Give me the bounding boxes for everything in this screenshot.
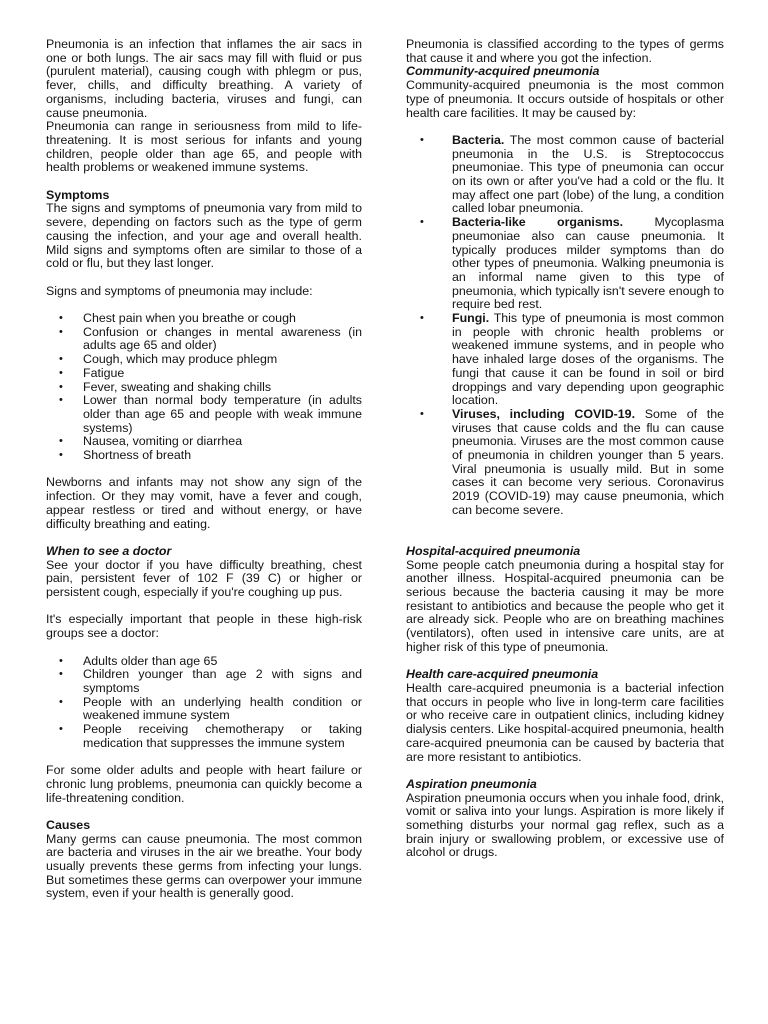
bullet-icon: • (59, 312, 63, 325)
bullet-icon: • (420, 312, 424, 325)
community-heading: Community-acquired pneumonia (406, 64, 600, 79)
list-item: • Chest pain when you breathe or cough (59, 311, 296, 326)
bullet-icon: • (59, 668, 63, 681)
list-item: • Lower than normal body temperature (in adults older than age 65 and people with weak immune systems) (59, 393, 362, 435)
list-item: • Shortness of breath (59, 448, 192, 463)
bullet-icon: • (420, 216, 424, 229)
doctor-paragraph-3: For some older adults and people with heart failure or chronic lung problems, pneumonia can quickly become a life-threatening condition. (46, 763, 362, 805)
bullet-icon: • (59, 380, 63, 393)
intro-paragraph-2: Pneumonia can range in seriousness from mild to life-threatening. It is most serious for infants and young children, people older than age 65, and people with health problems or weakened immune systems. (46, 119, 362, 175)
bullet-icon: • (59, 695, 63, 708)
bullet-icon: • (59, 366, 63, 379)
bullet-icon: • (59, 353, 63, 366)
list-item: • Viruses, including COVID-19. Some of the viruses that cause colds and the flu can cause pneumonia. Viruses are the most common cause of pneumonia in children younger than 5 years. Viral pneumonia is usually mild. But in some cases it can become very serious. Coronavirus 2019 (COVID-19) may cause pneumonia, which can become severe. (420, 406, 724, 517)
hospital-paragraph-1: Some people catch pneumonia during a hospital stay for another illness. Hospital-acquired pneumonia can be serious because the bacteria causing it may be more resistant to antibiotics and because the people who get it are already sick. People who are on breathing machines (ventilators), often used in intensive care units, are at higher risk of this type of pneumonia. (406, 557, 724, 654)
bullet-icon: • (59, 325, 63, 338)
bullet-icon: • (420, 407, 424, 420)
classification-intro: Pneumonia is classified according to the types of germs that cause it and where you got the infection. (406, 37, 724, 65)
list-item: • Cough, which may produce phlegm (59, 352, 278, 367)
left-column (46, 38, 362, 901)
causes-paragraph-1: Many germs can cause pneumonia. The most common are bacteria and viruses in the air we breathe. Your body usually prevents these germs from infecting your lungs. But sometimes these germs can overpower your immune system, even if your health is generally good. (46, 831, 362, 901)
list-item: • Bacteria-like organisms. Mycoplasma pneumoniae also can cause pneumonia. It typically produces milder symptoms than do other types of pneumonia. Walking pneumonia is an informal name given to this type of pneumonia, which typically isn't severe enough to require bed rest. (420, 215, 724, 312)
symptoms-paragraph-3: Newborns and infants may not show any sign of the infection. Or they may vomit, have a fever and cough, appear restless or tired and without energy, or have difficulty breathing and eating. (46, 475, 362, 531)
list-item: • Adults older than age 65 (59, 653, 218, 668)
doctor-paragraph-1: See your doctor if you have difficulty breathing, chest pain, persistent fever of 102 F (39 C) or higher or persistent cough, especially if you're coughing up pus. (46, 557, 362, 600)
bullet-icon: • (59, 435, 63, 448)
bullet-icon: • (59, 394, 63, 407)
list-item: • Confusion or changes in mental awareness (in adults age 65 and older) (59, 324, 362, 353)
healthcare-heading: Health care-acquired pneumonia (406, 667, 599, 682)
intro-paragraph-1: Pneumonia is an infection that inflames the air sacs in one or both lungs. The air sacs may fill with fluid or pus (purulent material), causing cough with phlegm or pus, fever, chills, and difficulty breathing. A variety of organisms, including bacteria, viruses and fungi, can cause pneumonia. (46, 37, 362, 120)
bullet-icon: • (59, 654, 63, 667)
community-paragraph-1: Community-acquired pneumonia is the most common type of pneumonia. It occurs outside of hospitals or other health care facilities. It may be caused by: (406, 78, 724, 120)
aspiration-paragraph-1: Aspiration pneumonia occurs when you inhale food, drink, vomit or saliva into your lungs. Aspiration is more likely if something disturbs your normal gag reflex, such as a brain injury or swallowing problem, or excessive use of alcohol or drugs. (406, 790, 724, 860)
list-item: • People receiving chemotherapy or taking medication that suppresses the immune system (59, 722, 362, 750)
bullet-icon: • (59, 449, 63, 462)
bullet-icon: • (59, 723, 63, 736)
list-item: • Bacteria. The most common cause of bacterial pneumonia in the U.S. is Streptococcus pneumoniae. This type of pneumonia can occur on its own or after you've had a cold or the flu. It may affect one part (lobe) of the lung, a condition called lobar pneumonia. (420, 132, 724, 216)
risk-groups-list (46, 655, 362, 751)
list-item: • People with an underlying health condition or weakened immune system (59, 694, 362, 723)
hospital-heading: Hospital-acquired pneumonia (406, 543, 581, 558)
list-item: • Children younger than age 2 with signs and symptoms (59, 667, 362, 695)
doctor-heading: When to see a doctor (46, 543, 172, 558)
symptoms-heading: Symptoms (46, 187, 110, 202)
causes-heading: Causes (46, 817, 91, 832)
bullet-icon: • (420, 133, 424, 146)
right-column (406, 38, 724, 860)
doctor-paragraph-2: It's especially important that people in these high-risk groups see a doctor: (46, 612, 362, 641)
list-item: • Fatigue (59, 365, 125, 380)
symptoms-paragraph-2: Signs and symptoms of pneumonia may include: (46, 283, 313, 298)
list-item: • Fever, sweating and shaking chills (59, 379, 272, 394)
symptoms-paragraph-1: The signs and symptoms of pneumonia vary from mild to severe, depending on factors such as the type of germ causing the infection, and your age and overall health. Mild signs and symptoms often are similar to those of a cold or flu, but they last longer. (46, 201, 362, 271)
symptoms-list (46, 312, 362, 463)
list-item: • Fungi. This type of pneumonia is most common in people with chronic health problems or weakened immune systems, and in people who have inhaled large doses of the organisms. The fungi that cause it can be found in soil or bird droppings and vary depending upon geographic location. (420, 311, 724, 408)
aspiration-heading: Aspiration pneumonia (406, 776, 537, 791)
list-item: • Nausea, vomiting or diarrhea (59, 434, 243, 449)
causes-list (406, 134, 724, 518)
healthcare-paragraph-1: Health care-acquired pneumonia is a bacterial infection that occurs in people who live in long-term care facilities or who receive care in outpatient clinics, including kidney dialysis centers. Like hospital-acquired pneumonia, health care-acquired pneumonia can be caused by bacteria that are more resistant to antibiotics. (406, 680, 724, 764)
